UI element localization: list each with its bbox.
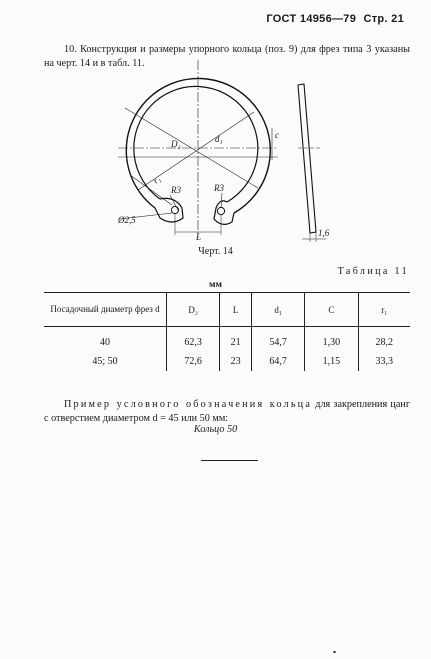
example-paragraph (44, 398, 410, 426)
label-d1: d₁ (215, 134, 223, 144)
end-rule (201, 460, 258, 461)
label-l: L (196, 232, 202, 242)
page-number: Стр. 21 (363, 13, 404, 25)
table-header-row (44, 293, 410, 327)
cell-seat-diameter: 40 (100, 337, 110, 348)
header-d2: D₂ (167, 293, 220, 327)
cell-d1: 64,7 (251, 352, 304, 371)
cell-r1: 33,3 (358, 352, 410, 371)
cell-c: 1,30 (305, 327, 358, 353)
hole-right (217, 207, 224, 214)
cell-d2: 72,6 (167, 352, 220, 371)
cell-l: 23 (220, 352, 252, 371)
table-unit: мм (209, 280, 222, 290)
label-thickness: 1,6 (318, 228, 330, 238)
cell-l: 21 (220, 327, 252, 353)
header-c: C (305, 293, 358, 327)
figure-caption: Черт. 14 (198, 246, 233, 257)
ring-side-view (298, 84, 316, 233)
example-lead: Пример условного обозначения кольца (64, 399, 313, 410)
cell-c: 1,15 (305, 352, 358, 371)
cell-seat-diameter: 45; 50 (92, 356, 118, 367)
cell-d1: 54,7 (251, 327, 304, 353)
ring-inner-contour (134, 86, 258, 202)
cell-d2: 62,3 (167, 327, 220, 353)
example-designation: Кольцо 50 (193, 424, 238, 435)
label-r3-right: R3 (214, 183, 224, 193)
header-d1: d₁ (251, 293, 304, 327)
label-d2: D₂ (171, 139, 181, 149)
intro-paragraph: 10. Конструкция и размеры упорного кольца (поз. 9) для фрез типа 3 указаны на черт. 14 и в табл. 11. (44, 44, 410, 69)
label-r1: r₁ (150, 173, 163, 186)
label-r3-left: R3 (171, 185, 181, 195)
header-seat-diameter: Посадочный диаметр фрез d (44, 293, 167, 327)
table-title: Таблица 11 (337, 266, 409, 277)
header-l: L (220, 293, 252, 327)
spec-table (44, 292, 410, 371)
label-diameter: Ø2,5 (118, 215, 136, 225)
table-row (44, 352, 410, 371)
page-speck (333, 651, 336, 653)
cell-r1: 28,2 (358, 327, 410, 353)
table-row (44, 327, 410, 353)
header-r1: r₁ (358, 293, 410, 327)
hole-left (171, 206, 178, 213)
gost-number: ГОСТ 14956—79 (266, 13, 357, 25)
example-rest: для закрепления цанг с отверстием диаметром d = 45 или 50 мм: (44, 399, 410, 424)
label-c: c (275, 130, 279, 140)
